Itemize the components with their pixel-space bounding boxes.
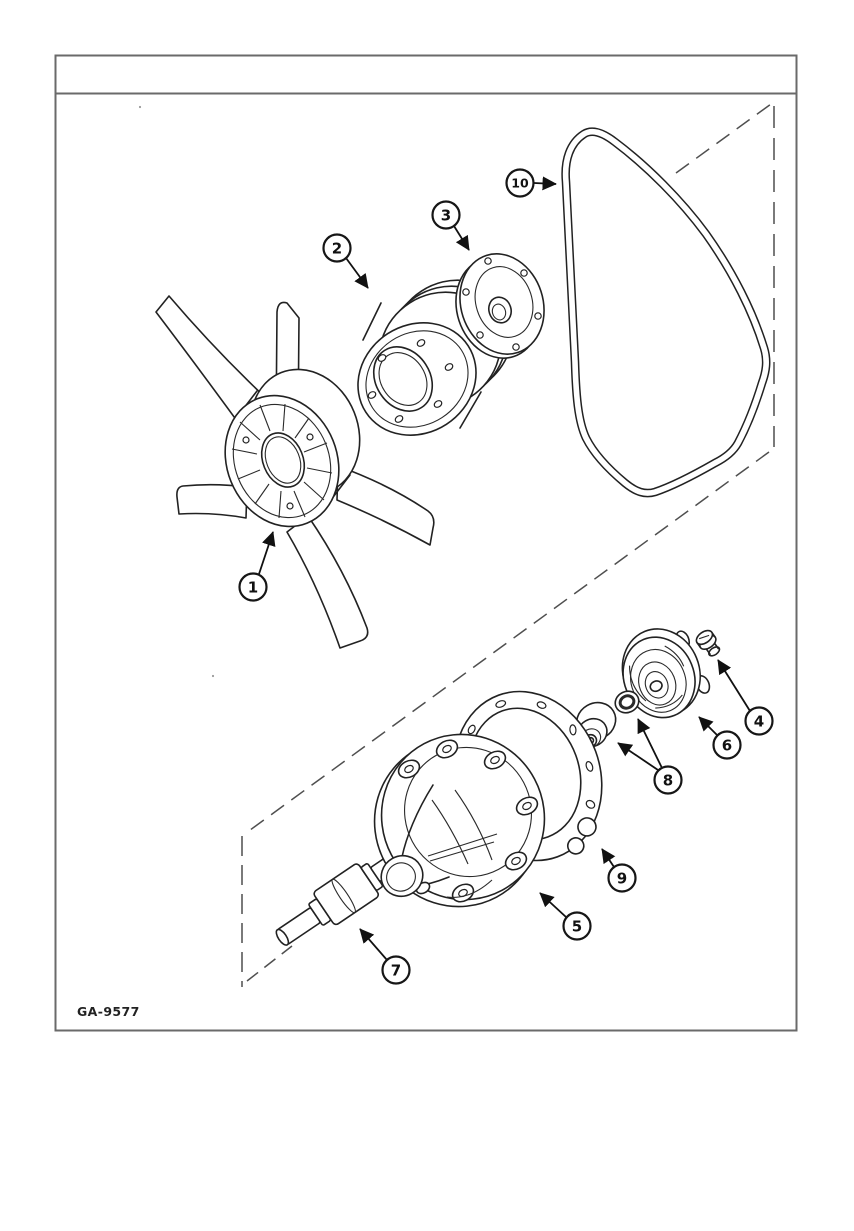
scan-speck (212, 675, 214, 677)
callout-3 (433, 202, 470, 251)
callout-4 (718, 660, 773, 735)
callout-number: 4 (753, 712, 765, 731)
callout-number: 9 (616, 869, 628, 888)
callout-9 (602, 849, 636, 892)
callout-5 (540, 893, 591, 940)
callout-number: 8 (662, 771, 674, 790)
callout-1 (240, 532, 274, 601)
callout-6 (699, 717, 741, 759)
callout-8 (618, 719, 682, 794)
callout-arrow (638, 719, 662, 768)
figure-code: GA-9577 (77, 1004, 140, 1019)
callout-number: 3 (440, 206, 452, 225)
callout-2 (324, 235, 369, 289)
callout-number: 7 (390, 961, 402, 980)
callout-arrow (540, 893, 566, 917)
callout-number: 6 (721, 736, 733, 755)
fan-belt (566, 132, 767, 494)
callout-arrow (360, 929, 387, 960)
callout-10 (507, 170, 557, 197)
callout-arrow (534, 183, 556, 184)
scan-speck (139, 106, 141, 108)
callout-number: 10 (511, 175, 529, 191)
callout-arrow (346, 258, 368, 288)
callout-number: 1 (247, 578, 259, 597)
callout-arrow (718, 660, 750, 711)
callout-arrow (602, 849, 614, 867)
callout-arrow (259, 532, 273, 574)
callout-7 (360, 929, 410, 984)
plug (694, 628, 724, 660)
callout-number: 2 (331, 239, 343, 258)
callout-arrow (699, 717, 717, 735)
callout-arrow (454, 226, 469, 250)
callout-number: 5 (571, 917, 583, 936)
